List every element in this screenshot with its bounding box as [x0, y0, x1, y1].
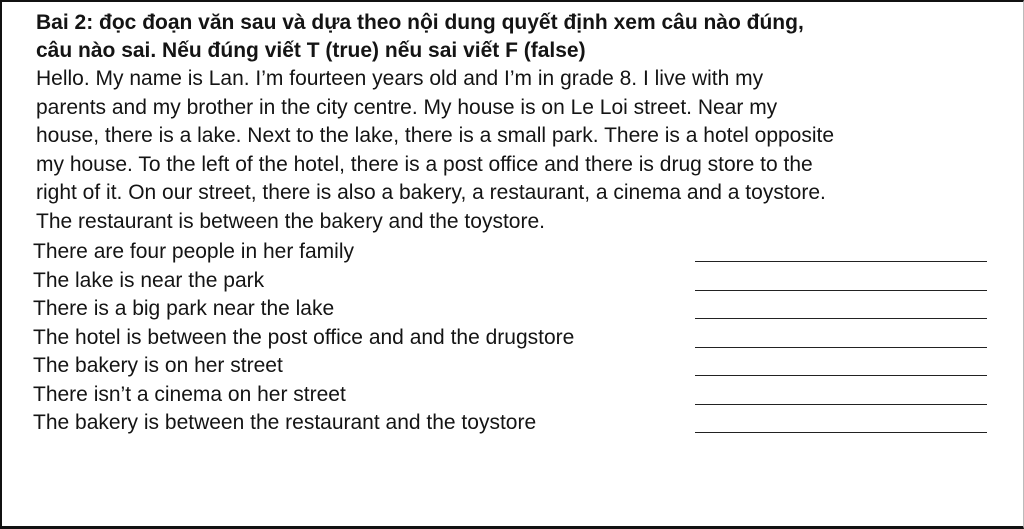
- statement-text: The hotel is between the post office and and the drugstore: [33, 325, 575, 349]
- answer-blank: [695, 347, 987, 348]
- answer-blank: [695, 375, 987, 376]
- statement-item: [33, 352, 993, 381]
- statement-text: There is a big park near the lake: [33, 297, 335, 320]
- exercise-title: [36, 9, 1016, 65]
- statement-item: [33, 238, 993, 267]
- statement-list: [33, 238, 993, 438]
- statement-text: There are four people in her family: [33, 240, 354, 263]
- passage-line: parents and my brother in the city centre. My house is on Le Loi street. Near my: [36, 95, 778, 119]
- statement-text: There isn’t a cinema on her street: [33, 382, 346, 406]
- statement-text: The bakery is between the restaurant and the toystore: [33, 411, 537, 434]
- reading-passage: [36, 65, 1016, 236]
- answer-blank: [695, 261, 987, 262]
- answer-blank: [695, 290, 987, 291]
- answer-blank: [695, 318, 987, 319]
- passage-line: right of it. On our street, there is also a bakery, a restaurant, a cinema and a toystore.: [36, 181, 826, 204]
- title-line: Bai 2: đọc đoạn văn sau và dựa theo nội dung quyết định xem câu nào đúng,: [36, 11, 804, 34]
- statement-item: [33, 295, 993, 324]
- title-line: câu nào sai. Nếu đúng viết T (true) nếu sai viết F (false): [36, 39, 586, 62]
- answer-blank: [695, 432, 987, 433]
- statement-text: The bakery is on her street: [33, 354, 283, 377]
- passage-line: Hello. My name is Lan. I’m fourteen years old and I’m in grade 8. I live with my: [36, 67, 764, 90]
- statement-item: [33, 381, 993, 410]
- passage-line: my house. To the left of the hotel, there is a post office and there is drug store to the: [36, 152, 813, 176]
- passage-line: house, there is a lake. Next to the lake, there is a small park. There is a hotel opposite: [36, 124, 835, 147]
- statement-text: The lake is near the park: [33, 268, 265, 292]
- statement-item: [33, 267, 993, 296]
- statement-item: [33, 409, 993, 438]
- statement-item: [33, 324, 993, 353]
- answer-blank: [695, 404, 987, 405]
- passage-line: The restaurant is between the bakery and the toystore.: [36, 209, 545, 233]
